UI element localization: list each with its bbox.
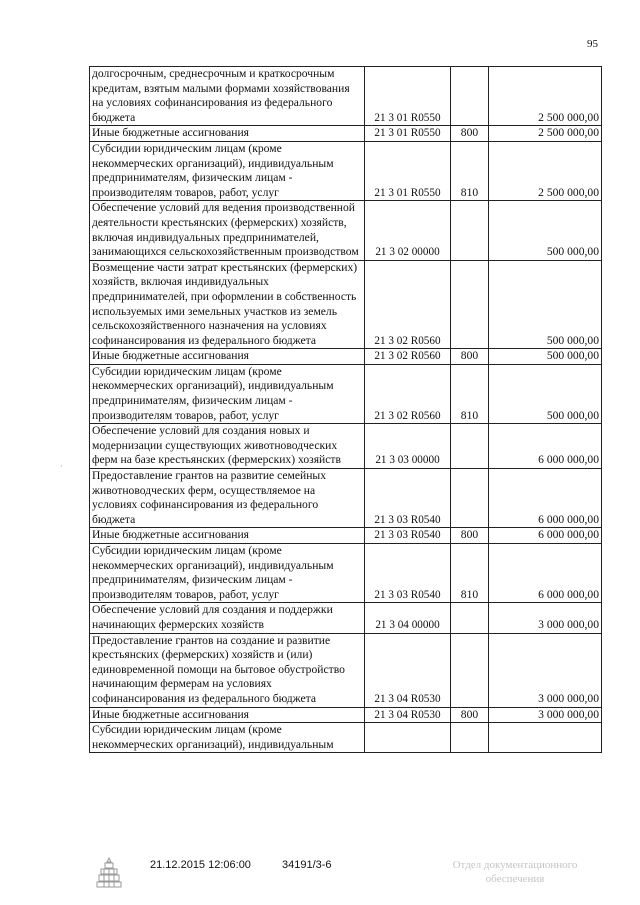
row-name-cell: Иные бюджетные ассигнования — [90, 707, 365, 723]
row-code-cell: 21 3 02 R0560 — [365, 364, 451, 423]
table-row — [90, 364, 602, 423]
row-amount-cell: 500 000,00 — [489, 260, 602, 349]
row-code-cell: 21 3 01 R0550 — [365, 141, 451, 200]
row-amount-cell: 6 000 000,00 — [489, 469, 602, 528]
row-name-cell: Субсидии юридическим лицам (кроме некоммерческих организаций), индивидуальным предпринимателям, физическим лицам - производителям товаров, работ, услуг — [90, 544, 365, 603]
page-number: 95 — [587, 38, 598, 50]
row-name-cell: Обеспечение условий для создания новых и модернизации существующих животноводческих ферм на базе крестьянских (фермерских) хозяйств — [90, 424, 365, 469]
table-row — [90, 349, 602, 365]
row-amount-cell: 6 000 000,00 — [489, 544, 602, 603]
row-vr-cell — [451, 469, 489, 528]
row-amount-cell: 3 000 000,00 — [489, 603, 602, 633]
row-name-cell: Иные бюджетные ассигнования — [90, 126, 365, 142]
row-code-cell: 21 3 04 00000 — [365, 603, 451, 633]
row-vr-cell: 810 — [451, 364, 489, 423]
row-vr-cell: 800 — [451, 707, 489, 723]
table-row — [90, 424, 602, 469]
row-name-cell: Обеспечение условий для ведения производственной деятельности крестьянских (фермерских) хозяйств, включая индивидуальных предпринимателей, занимающихся сельскохозяйственным производством — [90, 201, 365, 260]
table-row — [90, 633, 602, 707]
row-amount-cell: 6 000 000,00 — [489, 528, 602, 544]
row-code-cell: 21 3 03 R0540 — [365, 469, 451, 528]
row-code-cell — [365, 723, 451, 753]
row-code-cell: 21 3 02 00000 — [365, 201, 451, 260]
table-row — [90, 469, 602, 528]
table-row — [90, 544, 602, 603]
row-vr-cell: 810 — [451, 141, 489, 200]
row-name-cell: Предоставление грантов на развитие семейных животноводческих ферм, осуществляемое на условиях софинансирования из федерального бюджета — [90, 469, 365, 528]
table-row — [90, 260, 602, 349]
table-row — [90, 67, 602, 126]
row-code-cell: 21 3 04 R0530 — [365, 707, 451, 723]
table-row — [90, 201, 602, 260]
table-row — [90, 141, 602, 200]
row-amount-cell: 2 500 000,00 — [489, 126, 602, 142]
row-code-cell: 21 3 03 R0540 — [365, 544, 451, 603]
row-code-cell: 21 3 03 00000 — [365, 424, 451, 469]
table-row — [90, 528, 602, 544]
row-vr-cell: 800 — [451, 349, 489, 365]
row-vr-cell — [451, 201, 489, 260]
footer-doc-number: 34191/3-6 — [282, 859, 332, 871]
row-vr-cell: 800 — [451, 126, 489, 142]
row-amount-cell: 2 500 000,00 — [489, 141, 602, 200]
row-vr-cell — [451, 603, 489, 633]
table-row — [90, 723, 602, 753]
row-amount-cell — [489, 723, 602, 753]
page-footer — [0, 856, 640, 896]
department-stamp: Отдел документационного обеспечения — [452, 859, 578, 885]
row-code-cell: 21 3 04 R0530 — [365, 633, 451, 707]
row-name-cell: Предоставление грантов на создание и развитие крестьянских (фермерских) хозяйств и (или) единовременной помощи на бытовое обустройство начинающим фермерам на условиях софинансирования из федерального бюджета — [90, 633, 365, 707]
row-vr-cell: 800 — [451, 528, 489, 544]
row-amount-cell: 2 500 000,00 — [489, 67, 602, 126]
budget-table-body — [90, 67, 602, 753]
row-vr-cell — [451, 67, 489, 126]
row-amount-cell: 6 000 000,00 — [489, 424, 602, 469]
table-row — [90, 126, 602, 142]
row-code-cell: 21 3 02 R0560 — [365, 349, 451, 365]
row-code-cell: 21 3 03 R0540 — [365, 528, 451, 544]
table-row — [90, 707, 602, 723]
row-name-cell: Иные бюджетные ассигнования — [90, 528, 365, 544]
row-vr-cell — [451, 424, 489, 469]
row-code-cell: 21 3 02 R0560 — [365, 260, 451, 349]
row-vr-cell — [451, 260, 489, 349]
row-amount-cell: 500 000,00 — [489, 364, 602, 423]
row-amount-cell: 500 000,00 — [489, 201, 602, 260]
row-amount-cell: 3 000 000,00 — [489, 707, 602, 723]
row-amount-cell: 3 000 000,00 — [489, 633, 602, 707]
row-code-cell: 21 3 01 R0550 — [365, 67, 451, 126]
row-name-cell: Обеспечение условий для создания и поддержки начинающих фермерских хозяйств — [90, 603, 365, 633]
row-name-cell: Иные бюджетные ассигнования — [90, 349, 365, 365]
row-name-cell: Субсидии юридическим лицам (кроме некоммерческих организаций), индивидуальным — [90, 723, 365, 753]
table-row — [90, 603, 602, 633]
row-name-cell: Субсидии юридическим лицам (кроме некоммерческих организаций), индивидуальным предпринимателям, физическим лицам - производителям товаров, работ, услуг — [90, 364, 365, 423]
budget-table — [89, 66, 602, 753]
row-name-cell: Возмещение части затрат крестьянских (фермерских) хозяйств, включая индивидуальных предпринимателей, при оформлении в собственность используемых ими земельных участков из земель сельскохозяйственного назначения на условиях софинансирования из федерального бюджета — [90, 260, 365, 349]
coat-of-arms-icon — [96, 856, 122, 888]
footer-timestamp: 21.12.2015 12:06:00 — [150, 859, 251, 871]
row-vr-cell — [451, 723, 489, 753]
row-vr-cell — [451, 633, 489, 707]
row-name-cell: Субсидии юридическим лицам (кроме некоммерческих организаций), индивидуальным предпринимателям, физическим лицам - производителям товаров, работ, услуг — [90, 141, 365, 200]
row-code-cell: 21 3 01 R0550 — [365, 126, 451, 142]
row-vr-cell: 810 — [451, 544, 489, 603]
row-name-cell: долгосрочным, среднесрочным и краткосрочным кредитам, взятым малыми формами хозяйствования на условиях софинансирования из федерального бюджета — [90, 67, 365, 126]
row-amount-cell: 500 000,00 — [489, 349, 602, 365]
margin-mark: · — [60, 462, 63, 471]
